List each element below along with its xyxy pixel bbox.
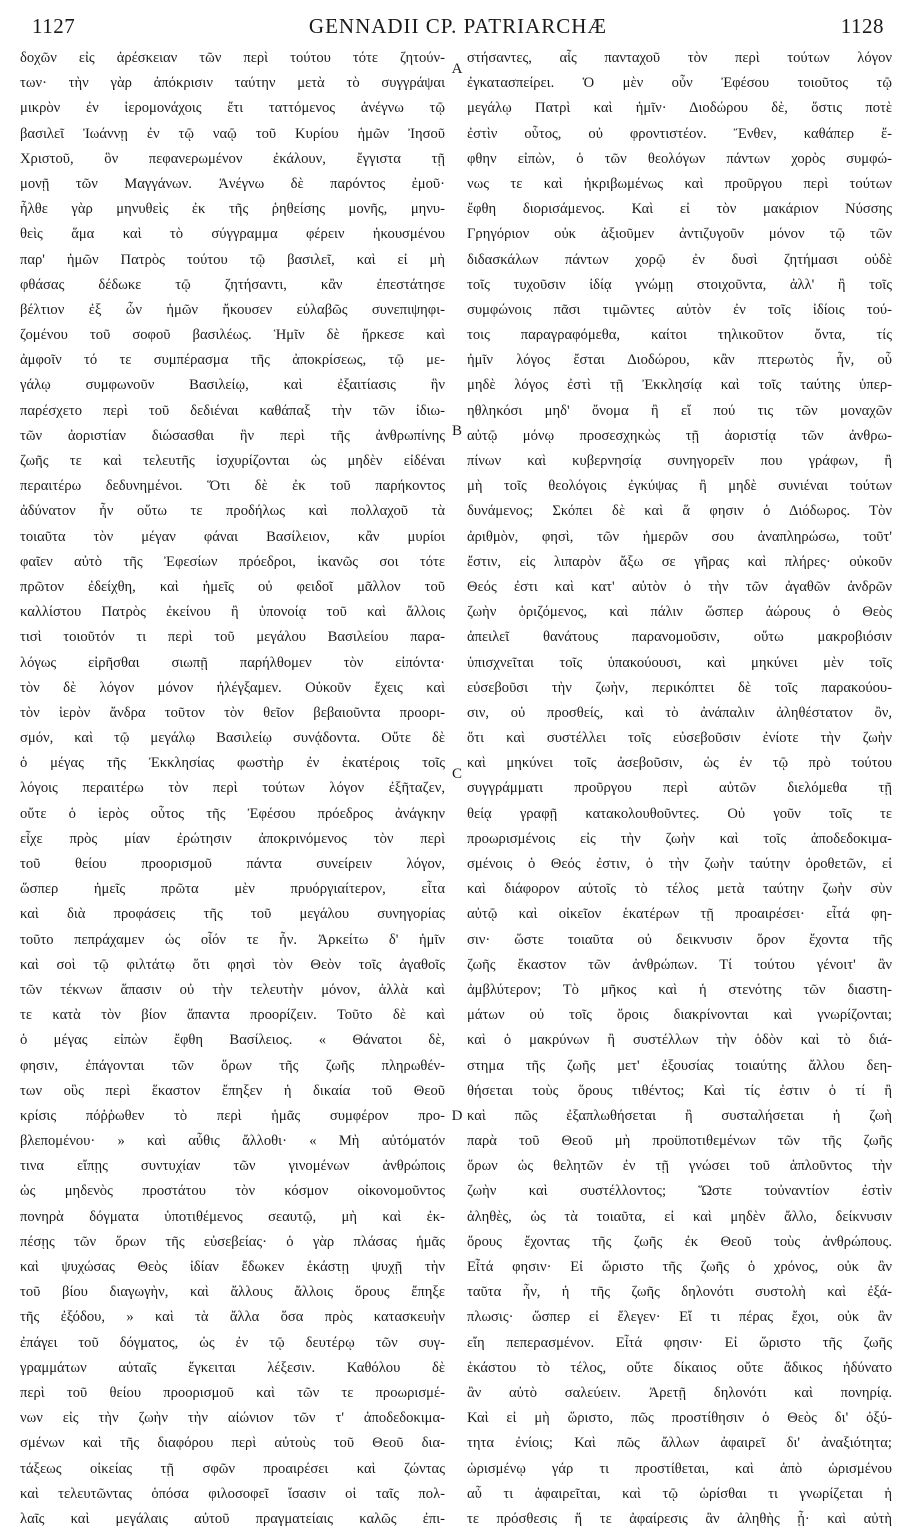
text-line: τητα ἐνίοις; Καὶ πῶς ἄλλων ἀφαιρεῖ δι' ἀναξιότητα; (467, 1435, 892, 1452)
text-line: τε πρόσθεσις ἥ τε ἀφαίρεσις ἂν ἀληθὴς ᾖ· καὶ αὐτὴ (467, 1510, 892, 1527)
text-line: τοιαῦτα τὸν μέγαν φάναι Βασίλειον, κἂν μυρίοι (20, 528, 445, 545)
text-line: τοῦτο πεπράχαμεν ὡς οἷόν τε ἦν. Ἀρκείτω δ' ἡμῖν (20, 931, 445, 948)
text-line: Γρηγόριον οὐκ ἀξιοῦμεν ἀντιζυγοῦν μόνον τῷ τῶν (467, 226, 892, 243)
text-line: Θεός ἐστι καὶ κατ' αὐτὸν ὁ τὴν τῶν ἀγαθῶν ἀνδρῶν (467, 578, 892, 595)
text-line: Εἶτά φησιν· Εἰ ὥριστο τῆς ζωῆς ὁ χρόνος, οὐκ ἂν (467, 1259, 892, 1275)
text-line: μονῇ τῶν Μαγγάνων. Ἀνέγνω δὲ παρόντος ἐμοῦ· (20, 175, 445, 192)
text-line: αὖ τι ἀφαιρεῖται, καὶ τῷ ὡρίσθαι τι γνωρίζεται ἡ (467, 1485, 892, 1502)
text-line: λαῖς καὶ μεγάλαις αὐτοῦ πραγματείαις καλῶς ἐπι- (20, 1510, 445, 1527)
text-line: των· τὴν γὰρ ἀπόκρισιν ταύτην μετὰ τὸ συγγράψαι (20, 75, 445, 92)
text-line: πονηρὰ δόγματα ὑποτιθέμενος σεαυτῷ, μὴ καὶ ἐκ- (20, 1208, 445, 1225)
section-marker-b: B (451, 423, 462, 439)
text-line: ηθληκόσι μηδ' ὄνομα ἢ εἴ πού τις τῶν μοναχῶν (467, 402, 892, 419)
text-line: τῆς ἐξόδου, » καὶ τὰ ἄλλα ὅσα πρὸς κατασκευὴν (20, 1309, 445, 1326)
text-line: θείᾳ γραφῇ κατακολουθοῦντες. Οὐ γοῦν τοῖς τε (467, 805, 892, 822)
text-line: ἐγκατασπείρει. Ὁ μὲν οὖν Ἐφέσου τοιοῦτος τῷ (467, 75, 892, 92)
text-line: ἀμφοῖν τό τε συμπέρασμα τῆς ἀποκρίσεως, τῷ με- (20, 352, 445, 369)
text-line: γάλῳ συμφωνοῦν Βασιλείῳ, καὶ ἐξαιτίασις ἣν (20, 377, 445, 394)
text-line: παρέσχετο περὶ τοῦ δεδιέναι καθάπαξ τὴν τῶν ἰδιω- (20, 402, 445, 419)
section-marker-c: C (451, 766, 462, 782)
text-line: προωρισμένοις εἰς τὴν ζωὴν καὶ τοῖς ἀποδεδοκιμα- (467, 830, 892, 847)
text-line: τοις παραγραφόμεθα, καίτοι τηλικοῦτον ὄντα, τίς (467, 327, 892, 344)
text-line: δυνάμενος; Σκόπει δὲ καὶ ἅ φησιν ὁ Διόδωρος. Τὸν (467, 503, 892, 520)
text-line: τοῖς τυχοῦσιν ἰδίᾳ γνώμῃ στοιχοῦντα, ἀλλ' ἢ τοῖς (467, 276, 892, 293)
text-line: βασιλεῖ Ἰωάννῃ ἐν τῷ ναῷ τοῦ Κυρίου ἡμῶν Ἰησοῦ (20, 125, 445, 142)
text-line: ὡρισμένῳ γάρ τι προστίθεται, καὶ ἀπὸ ὡρισμένου (467, 1460, 892, 1477)
text-line: ὥσπερ ἡμεῖς πρῶτα μὲν πρυόργιαίτερον, εἶτα (20, 881, 445, 898)
text-line: φαῖεν αὐτὸ τῆς Ἐφεσίων πρόεδροι, ἱκανῶς σοι τότε (20, 553, 445, 570)
text-line: ζομένου τοῦ σοφοῦ βασιλέως. Ἡμῖν δὲ ἤρκεσε καὶ (20, 327, 445, 344)
text-line: καὶ πῶς ἐξαπλωθήσεται ἢ συσταλήσεται ἡ ζωὴ (467, 1107, 892, 1124)
text-line: ἐστὶν οὗτος, οὐ φροντιστέον. Ἔνθεν, καθάπερ ἔ- (467, 125, 892, 142)
text-line: μικρὸν ἐν ἱερομονάχοις ἔτι ταττόμενος ἀνέγνω τῷ (20, 100, 445, 117)
text-line: ἀριθμὸν, φησὶ, τῶν ἡμερῶν σου ἀναπληρώσω, τοῦτ' (467, 528, 892, 545)
text-line: τινα εἴπῃς συντυχίαν τῶν γινομένων ἀνθρώποις (20, 1158, 445, 1175)
text-line: τῶν τέκνων ἅπασιν οὐ τὴν τελευτὴν μόνον, ἀλλὰ καὶ (20, 981, 445, 998)
text-line: τε κατὰ τὸν βίον ἅπαντα προορίζειν. Τοῦτο δὲ καὶ (20, 1007, 445, 1024)
text-line: τισὶ τοιοῦτόν τι περὶ τοῦ μεγάλου Βασιλείου παρα- (20, 629, 445, 646)
text-line: εἴη πεπερασμένον. Εἶτά φησιν· Εἰ ὥριστο τῆς ζωῆς (467, 1334, 892, 1351)
text-line: ἔφθη διορισάμενος. Καὶ εἰ τὸν μακάριον Νύσσης (467, 201, 892, 218)
text-line: ὅρους ἔχοντας τῆς ζωῆς ἐκ Θεοῦ τοὺς ἀνθρώπους. (467, 1233, 892, 1250)
text-line: στήσαντες, αἷς πανταχοῦ τὸν περὶ τούτων λόγον (467, 50, 892, 66)
text-line: σμόν, καὶ τῷ μεγάλῳ Βασιλείῳ συνᾴδοντα. Οὔτε δὲ (20, 730, 445, 747)
text-line: στημα τῆς ζωῆς μετ' ἐξουσίας τοιαύτης ἄλλου δεη- (467, 1057, 892, 1074)
text-line: ζωῆς τε καὶ τελευτῆς ἰσχυρίζονται ὡς μηδὲν εἰδέναι (20, 453, 445, 469)
text-line: μὴ τοῖς θεολόγοις ἐγκύψας ἢ μηδὲ συνιέναι τούτων (467, 478, 892, 495)
left-text-column (20, 46, 445, 1532)
text-line: τοῦ βίου διαγωγὴν, καὶ ἄλλους ἄλλοις ὅρους ἔπηξε (20, 1284, 445, 1301)
text-line: πρῶτον ἐδείχθη, καὶ ἡμεῖς οὐ φειδοῖ μᾶλλον τοῦ (20, 578, 445, 595)
text-line: συμφώνοις πᾶσι τιμῶντες αὐτὸν ἐν τοῖς ἰδίοις τού- (467, 301, 892, 318)
text-line: πίνων καὶ κυβερνησίᾳ συνηγορεῖν που γράφων, ἢ (467, 453, 892, 469)
page-header (32, 14, 884, 44)
text-line: των οὓς περὶ ἕκαστον ἔπηξεν ἡ δικαία τοῦ Θεοῦ (20, 1082, 445, 1099)
text-line: παρὰ τοῦ Θεοῦ μὴ προϋποτιθεμένων τῶν τῆς ζωῆς (467, 1133, 892, 1150)
text-line: ἐπάγει τοῦ δόγματος, ὡς ἐν τῷ δευτέρῳ τῶν συγ- (20, 1334, 445, 1351)
text-line: καὶ μηκύνει τοῖς ἀσεβοῦσιν, ὡς ἐν τῷ πρὸ τούτου (467, 755, 892, 772)
text-line: βλεπομένου· » καὶ αὖθις ἄλλοθι· « Μὴ αὐτόματόν (20, 1133, 445, 1150)
text-line: τὸν ἱερὸν ἄνδρα τοῦτον τὸν θεῖον βεβαιοῦντα προορι- (20, 704, 445, 721)
text-line: οὔτε ὁ ἱερὸς οὗτος τῆς Ἐφέσου πρόεδρος ἀνάγκην (20, 805, 445, 822)
text-line: μάτων οὐ τοῖς ὅροις διακρίνονται καὶ γνωρίζονται; (467, 1007, 892, 1024)
text-line: πλωσις· ὥσπερ εἰ ἔλεγεν· Εἴ τι πέρας ἔχοι, οὐκ ἂν (467, 1309, 892, 1326)
text-line: νων εἰς τὴν ζωὴν τὴν αἰώνιον τῶν τ' ἀποδεδοκιμα- (20, 1410, 445, 1427)
text-line: καὶ σοὶ τῷ φιλτάτῳ ὅτι φησὶ τὸν Θεὸν τοῖς ἀγαθοῖς (20, 956, 445, 973)
text-line: καὶ διὰ προφάσεις τῆς τοῦ μεγάλου συνηγορίας (20, 906, 445, 923)
text-line: δοχῶν εἰς ἀρέσκειαν τῶν περὶ τούτου τότε ζητούν- (20, 50, 445, 66)
text-line: Χριστοῦ, ὃν πεφανερωμένον ἐκάλουν, ἔγγιστα τῇ (20, 150, 445, 167)
text-line: μηδὲ λόγος ἐστὶ τῇ Ἐκκλησίᾳ καὶ τοῖς ταύτης ὑπερ- (467, 377, 892, 394)
text-line: ἀμβλύτερον; Τὸ μῆκος καὶ ἡ στενότης τῶν διαστη- (467, 981, 892, 998)
text-line: ἂν αὐτὸ σαλεύειν. Ἀρετῇ δηλονότι καὶ πονηρίᾳ. (467, 1384, 892, 1401)
text-line: εἶχε πρὸς μίαν ἐρώτησιν ἀποκρινόμενος τὸν περὶ (20, 830, 445, 847)
text-line: τάξεως οἰκείας τῇ σφῶν προαιρέσει καὶ ζώντας (20, 1460, 445, 1477)
text-line: τῶν ἀοριστίαν διώσασθαι ἣν περὶ τῆς ἀνθρωπίνης (20, 427, 445, 444)
text-line: τοῦ θείου προορισμοῦ πάντα συνείρειν λόγον, (20, 856, 445, 872)
text-line: ὁ μέγας εἰπὼν ἔφθη Βασίλειος. « Θάνατοι δὲ, (20, 1032, 445, 1049)
text-line: Καὶ εἰ μὴ ὥριστο, πῶς προστίθησιν ὁ Θεὸς δι' ὀξύ- (467, 1410, 892, 1427)
text-line: καλλίστου Πατρὸς ἐκείνου ἢ ὑπονοίᾳ τοῦ καὶ ἄλλοις (20, 604, 445, 621)
text-line: λόγως εἰρῆσθαι σιωπῇ παρήλθομεν τὸν εἰπόντα· (20, 654, 445, 671)
text-line: λόγοις περαιτέρω τὸν περὶ τούτων λόγον ἐξῆταζεν, (20, 780, 445, 797)
text-line: καὶ ὁ μακρύνων ἢ συστέλλων τὴν ὁδὸν καὶ τὸ διά- (467, 1032, 892, 1049)
text-line: ὁ μέγας τῆς Ἐκκλησίας φωστὴρ ἐν ἑκατέροις τοῖς (20, 755, 445, 772)
text-line: διδασκάλων πάντων χορῷ ἐν δυσὶ ζητήμασι οὐδὲ (467, 251, 892, 268)
text-line: ἔστιν, εἰς λιπαρὸν ἄξω σε γῆρας καὶ πλήρες· οὐκοῦν (467, 553, 892, 570)
right-text-column (467, 46, 892, 1532)
text-line: θεὶς ἅμα καὶ τὸ σύγγραμμα φέρειν ἡκουσμένου (20, 226, 445, 243)
text-line: περὶ τοῦ θείου προορισμοῦ καὶ τῶν τε προωρισμέ- (20, 1384, 445, 1401)
section-marker-d: D (451, 1108, 463, 1124)
text-line: ἀπειλεῖ θανάτους παρανομοῦσιν, οὕτω μακροβιόσιν (467, 629, 892, 646)
text-line: ἀδύνατον ἦν οὕτω τε προδήλως καὶ πολλαχοῦ τὰ (20, 503, 445, 520)
text-line: ἀληθὲς, ὡς τὰ τοιαῦτα, εἰ καὶ μηδὲν ἄλλο, δείκνυσιν (467, 1208, 892, 1225)
text-line: περαιτέρω δεδυνημένοι. Ὅτι δὲ ἐκ τοῦ παρήκοντος (20, 478, 445, 495)
text-line: καὶ τελευτῶντας ὁπόσα φιλοσοφεῖ ἴσασιν οἱ ταῖς πολ- (20, 1485, 445, 1502)
section-marker-a: A (451, 61, 463, 77)
text-line: αὐτῷ καὶ οἰκεῖον ἑκατέρων τῇ προαιρέσει· εἶτά φη- (467, 906, 892, 923)
text-line: ὑπισχνεῖται τοῖς ὑπακούουσι, καὶ μηκύνει μὲν τοῖς (467, 654, 892, 671)
text-line: κρίσις πόῤῥωθεν τὸ περὶ ἡμᾶς συμφέρον προ- (20, 1107, 445, 1124)
text-line: καὶ διάφορον αὐτοῖς τὸ τέλος μετὰ ταύτην ζωὴν σὺν (467, 881, 892, 898)
text-line: φθάσας δέδωκε τῷ ζητήσαντι, κἂν ἐπεστάτησε (20, 276, 445, 293)
text-line: φθην εἰπὼν, ὁ τῶν θεολόγων πάντων χορὸς συμφώ- (467, 150, 892, 167)
running-title: GENNADII CP. PATRIARCHÆ (308, 14, 608, 38)
page-number-right: 1128 (840, 14, 884, 38)
text-line: ἦλθε γὰρ μηνυθεὶς ἐκ τῆς ῥηθείσης μονῆς, μηνυ- (20, 201, 445, 218)
text-line: ὅρων ὡς θελητῶν ἐν τῇ γνώσει τοῦ ἁπλοῦντος τὴν (467, 1158, 892, 1175)
text-line: παρ' ἡμῶν Πατρὸς τούτου τῷ βασιλεῖ, καὶ εἰ μὴ (20, 251, 445, 268)
text-line: τὸν δὲ λόγον μόνον ἠλέγξαμεν. Οὐκοῦν ἔχεις καὶ (20, 679, 445, 696)
text-line: ἑκάστου τὸ τέλος, οὔτε δίκαιος οὔτε ἄδικος ἠδύνατο (467, 1359, 892, 1376)
text-line: αὐτῷ μόνῳ προσεσχηκὼς τῇ ἀοριστίᾳ τῶν ἀνθρω- (467, 427, 892, 444)
text-line: ζωὴν καὶ συστέλλοντος; Ὥστε τοὐναντίον ἐστὶν (467, 1183, 892, 1200)
text-line: ταῦτα ἦν, ἡ τῆς ζωῆς δηλονότι συστολὴ καὶ ἐξά- (467, 1284, 892, 1301)
text-line: ἡμῖν λόγος ἔσται Διοδώρου, κἂν πτερωτὸς ἦν, οὗ (467, 352, 892, 369)
page-number-left: 1127 (32, 14, 76, 38)
text-line: θήσεται τοὺς ὅρους τιθέντος; Καὶ τίς ἐστιν ὁ τί ἢ (467, 1082, 892, 1099)
text-line: πέσῃς τῶν ὅρων τῆς εὐσεβείας· ὁ γὰρ πλάσας ἡμᾶς (20, 1233, 445, 1250)
text-line: μεγάλῳ Πατρὶ καὶ ἡμῖν· Διοδώρου δὲ, ὅστις ποτὲ (467, 100, 892, 117)
text-line: ὅτι καὶ συστέλλει τοῖς εὐσεβοῦσιν ἐνίοτε τὴν ζωὴν (467, 730, 892, 747)
text-line: σιν· ὥστε τοιαῦτα οὐ δεικνυσιν ὅρον ἔχοντα τῆς (467, 931, 892, 948)
text-line: γραμμάτων αὐταῖς ἔγκειται λέξεσιν. Καθόλου δὲ (20, 1359, 445, 1376)
text-line: εὐσεβοῦσι τὴν ζωὴν, περικόπτει δὲ τοῖς παρακούου- (467, 679, 892, 696)
text-line: σιν, οὐ προσθείς, καὶ τὸ ἀνάπαλιν ἀληθέστατον ὂν, (467, 704, 892, 721)
text-line: ὡς μηδενὸς προστάτου τὸν κόσμον οἰκονομοῦντος (20, 1183, 445, 1200)
text-line: καὶ ψυχώσας Θεὸς ἰδίαν ἔδωκεν ἑκάστῃ ψυχῇ τὴν (20, 1259, 445, 1275)
text-line: βέλτιον ἐξ ὧν ἡμῶν ἤκουσεν εὐλαβῶς συνεπιψηφι- (20, 301, 445, 318)
text-line: ζωῆς ἕκαστον τῶν ἀνθρώπων. Τί τούτου γένοιτ' ἂν (467, 956, 892, 973)
text-line: σμένοις ὁ Θεός ἐστιν, ὁ τὴν ζωὴν ταύτην ὁροθετῶν, εἰ (467, 856, 892, 872)
text-line: νως τε καὶ ἠκριβωμένως καὶ προῦργου περὶ τούτων (467, 175, 892, 192)
text-line: ζωὴν ὁριζόμενος, καὶ πάλιν ὥσπερ ἀώρους ὁ Θεὸς (467, 604, 892, 621)
text-line: φησιν, ἐπάγονται τῶν ὅρων τῆς ζωῆς πληρωθέν- (20, 1057, 445, 1074)
text-line: συγγράμματι προῦργου περὶ αὐτῶν διελόμεθα τῇ (467, 780, 892, 797)
text-line: σμένων καὶ τῆς διαφόρου περὶ αὐτοὺς τοῦ Θεοῦ δια- (20, 1435, 445, 1452)
